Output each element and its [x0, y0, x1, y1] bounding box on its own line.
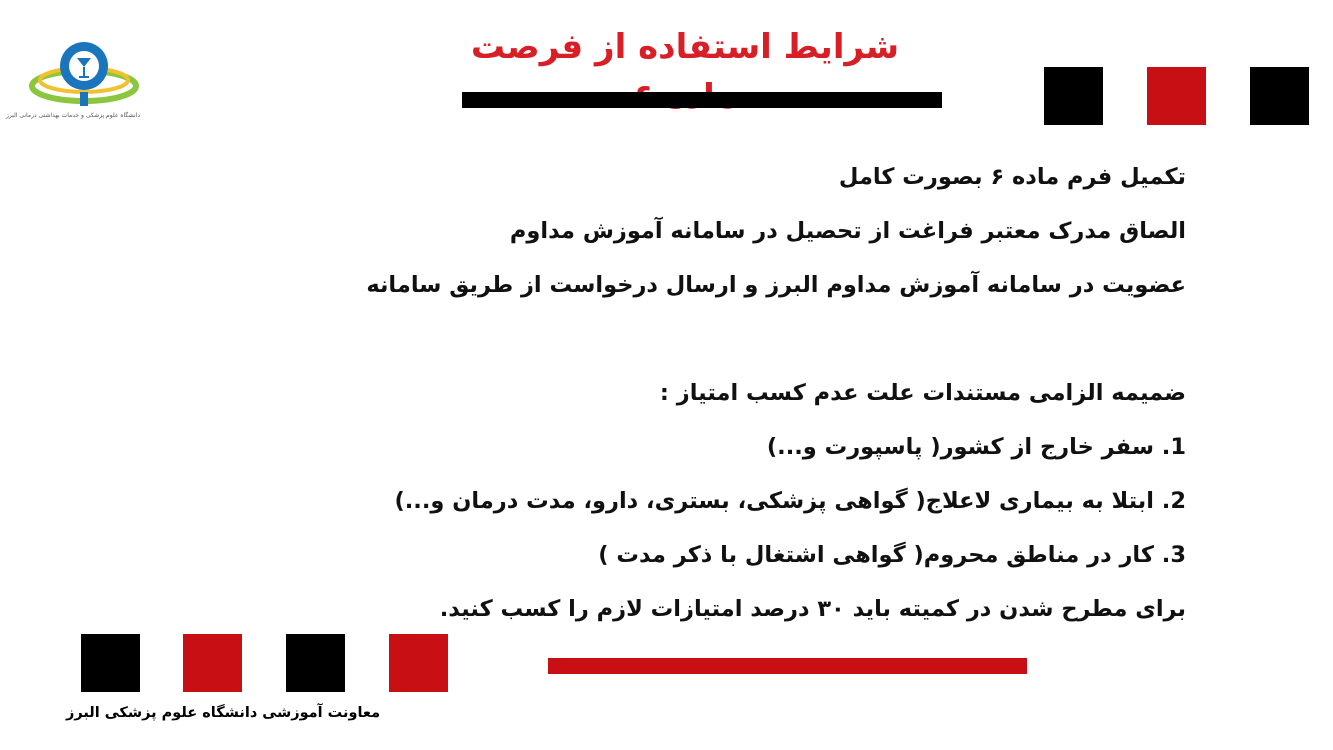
- attachment-item-2: 2. ابتلا به بیماری لاعلاج( گواهی پزشکی، بستری، دارو، مدت درمان و...): [394, 488, 1186, 514]
- attachments-heading: ضمیمه الزامی مستندات علت عدم کسب امتیاز :: [659, 380, 1186, 406]
- requirement-line-3: عضویت در سامانه آموزش مداوم البرز و ارسال درخواست از طریق سامانه: [366, 272, 1186, 298]
- footer-accent-bar: [548, 658, 1027, 674]
- content-block: [366, 150, 1186, 636]
- decor-square-black-1: [1044, 67, 1103, 125]
- spacer: [366, 312, 1186, 366]
- decor-square-red-1: [1147, 67, 1206, 125]
- attachment-item-3: 3. کار در مناطق محروم( گواهی اشتغال با ذکر مدت ): [598, 542, 1186, 568]
- footer-label: معاونت آموزشی دانشگاه علوم پزشکی البرز: [66, 705, 381, 721]
- decor-square-black-2: [1250, 67, 1309, 125]
- attachment-item-1: 1. سفر خارج از کشور( پاسپورت و...): [766, 434, 1186, 460]
- requirement-line-2: الصاق مدرک معتبر فراغت از تحصیل در سامانه آموزش مداوم: [509, 218, 1186, 244]
- page-title: شرایط استفاده از فرصت: [470, 27, 900, 67]
- title-underline-bar: [462, 92, 942, 108]
- conclusion-text: برای مطرح شدن در کمیته باید ۳۰ درصد امتیازات لازم را کسب کنید.: [439, 596, 1186, 622]
- decor-square-black-3: [81, 634, 140, 692]
- decor-square-black-4: [286, 634, 345, 692]
- requirement-line-1: تکمیل فرم ماده ۶ بصورت کامل: [838, 164, 1186, 190]
- logo-caption: دانشگاه علوم پزشکی و خدمات بهداشتی درمانی البرز: [5, 112, 140, 119]
- decor-square-red-3: [389, 634, 448, 692]
- decor-square-red-2: [183, 634, 242, 692]
